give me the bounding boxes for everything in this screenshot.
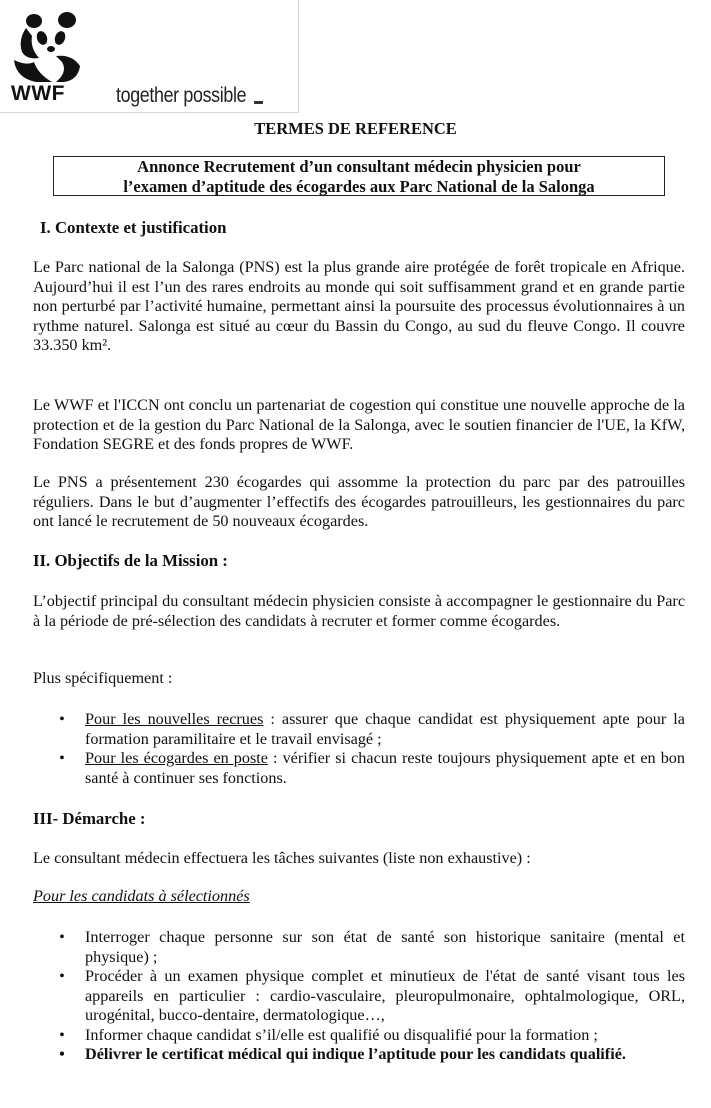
bullet-text: Interroger chaque personne sur son état de santé son historique sanitaire (mental et physique) ; (85, 928, 685, 966)
bullet-icon: • (59, 928, 65, 946)
bullet-text: Procéder à un examen physique complet et minutieux de l'état de santé visant tous les appareils en particulier : cardio-vasculaire, pleuropulmonaire, ophtalmologique, ORL, urogénital, bucco-dentaire, dermatologique…, (85, 967, 685, 1024)
section-2-paragraph-1: L’objectif principal du consultant médecin physicien consiste à accompagner le gestionnaire du Parc à la période de pré-sélection des candidats à recruter et former comme écogardes. (33, 592, 685, 630)
announcement-line-1: Annonce Recrutement d’un consultant médecin physicien pour (137, 157, 581, 176)
wwf-wordmark: WWF (11, 82, 65, 105)
bullet-text: Informer chaque candidat s’il/elle est qualifié ou disqualifié pour la formation ; (85, 1025, 598, 1044)
bullet-text: : assurer que chaque candidat est physiquement apte pour la formation paramilitaire et le travail envisagé ; (85, 710, 685, 748)
section-2-heading (33, 551, 228, 571)
section-1-paragraph-1: Le Parc national de la Salonga (PNS) est la plus grande aire protégée de forêt tropicale en Afrique. Aujourd’hui il est l’un des rares endroits au monde qui soit suffisamment grand et en grande partie non perturbé par l’activité humaine, permettant ainsi la poursuite des processus évolutionnaires à un rythme naturel. Salonga est situé au cœur du Bassin du Congo, au sud du fleuve Congo. Il couvre 33.350 km². (33, 258, 685, 354)
section-1-title: Contexte et justification (54, 218, 227, 237)
section-2-paragraph-2: Plus spécifiquement : (33, 669, 173, 687)
bullet-text: : vérifier si chacun reste toujours physiquement apte et en bon santé à continuer ses fonctions. (85, 749, 685, 787)
document-title: TERMES DE REFERENCE (254, 119, 457, 138)
list-item (33, 1026, 685, 1046)
list-item (33, 967, 685, 1026)
tagline-mark (254, 101, 263, 104)
bullet-lead: Pour les écogardes en poste (85, 749, 268, 767)
objectives-list (33, 710, 685, 788)
section-1-number: I. (40, 218, 51, 237)
announcement-box (53, 156, 665, 196)
wwf-logo (0, 0, 299, 113)
section-2-number: II. (33, 551, 51, 570)
section-1-heading (40, 218, 226, 238)
announcement-line-2: l’examen d’aptitude des écogardes aux Parc National de la Salonga (123, 176, 595, 196)
bullet-icon: • (59, 967, 65, 985)
section-2-title: Objectifs de la Mission : (54, 551, 228, 570)
section-3-subheading: Pour les candidats à sélectionnés (33, 887, 250, 905)
bullet-icon: • (59, 1045, 65, 1063)
list-item (33, 749, 685, 788)
tasks-list (33, 928, 685, 1065)
bullet-text: Délivrer le certificat médical qui indique l’aptitude pour les candidats qualifié. (85, 1045, 626, 1063)
bullet-icon: • (59, 1025, 65, 1044)
list-item (33, 1045, 685, 1065)
bullet-icon: • (59, 710, 65, 728)
section-3-heading: III- Démarche : (33, 809, 146, 828)
section-1-paragraph-3: Le PNS a présentement 230 écogardes qui assomme la protection du parc par des patrouilles réguliers. Dans le but d’augmenter l’effectifs des écogardes patrouilleurs, les gestionnaires du parc ont lancé le recrutement de 50 nouveaux écogardes. (33, 473, 685, 530)
tagline: together possible (116, 84, 247, 107)
list-item (33, 928, 685, 967)
list-item (33, 710, 685, 749)
bullet-lead: Pour les nouvelles recrues (85, 710, 264, 728)
panda-logo-icon (12, 10, 82, 84)
section-3-paragraph-1: Le consultant médecin effectuera les tâches suivantes (liste non exhaustive) : (33, 849, 531, 867)
bullet-icon: • (59, 749, 65, 767)
section-1-paragraph-2: Le WWF et l'ICCN ont conclu un partenariat de cogestion qui constitue une nouvelle approche de la protection et de la gestion du Parc National de la Salonga, avec le soutien financier de l'UE, la KfW, Fondation SEGRE et des fonds propres de WWF. (33, 396, 685, 453)
